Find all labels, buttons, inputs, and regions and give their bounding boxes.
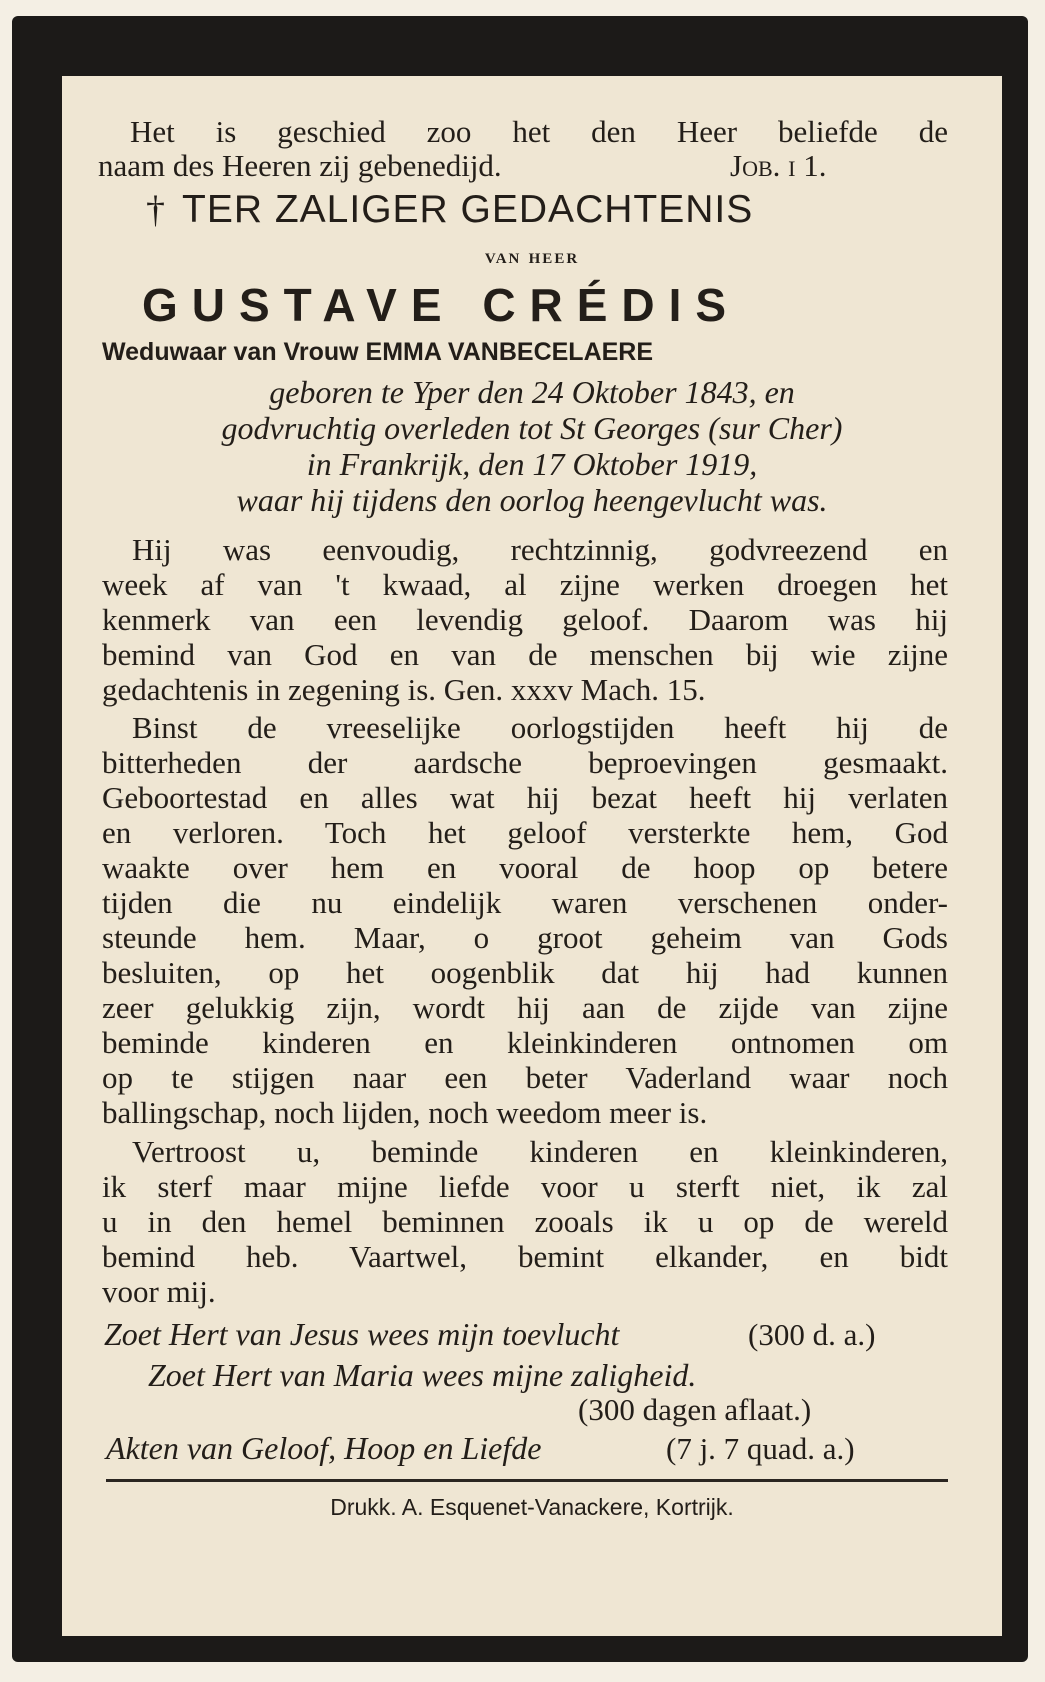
- prayer-1: Zoet Hert van Jesus wees mijn toevlucht: [104, 1316, 620, 1352]
- epigraph-line-1: Het is geschied zoo het den Heer beliefde de: [130, 114, 948, 149]
- paragraph-line: u in den hemel beminnen zooals ik u op de wereld: [102, 1204, 948, 1239]
- paragraph-line: Geboortestad en alles wat hij bezat heeft hij verlaten: [102, 780, 948, 815]
- paragraph-line: besluiten, op het oogenblik dat hij had kunnen: [102, 955, 948, 990]
- life-line-1: geboren te Yper den 24 Oktober 1843, en: [269, 374, 795, 410]
- card-paper: [62, 76, 1002, 1636]
- paragraph-line: week af van 't kwaad, al zijne werken droegen het: [102, 567, 948, 602]
- paragraph-line: zeer gelukkig zijn, wordt hij aan de zijde van zijne: [102, 990, 948, 1025]
- paragraph-line: steunde hem. Maar, o groot geheim van Gods: [102, 920, 948, 955]
- paragraph-line: Hij was eenvoudig, rechtzinnig, godvreezend en: [132, 532, 948, 567]
- paragraph-line: gedachtenis in zegening is. Gen. xxxv Mach. 15.: [102, 672, 706, 707]
- deceased-name: GUSTAVE CRÉDIS: [142, 279, 741, 331]
- prayer-1-indulgence: (300 d. a.): [748, 1317, 876, 1352]
- paragraph-line: bitterheden der aardsche beproevingen gesmaakt.: [102, 745, 948, 780]
- prayer-3: Akten van Geloof, Hoop en Liefde: [106, 1430, 542, 1466]
- paragraph-line: en verloren. Toch het geloof versterkte hem, God: [102, 815, 948, 850]
- paragraph-line: kenmerk van een levendig geloof. Daarom was hij: [102, 602, 948, 637]
- paragraph-line: bemind van God en van de menschen bij wie zijne: [102, 637, 948, 672]
- paragraph-line: Binst de vreeselijke oorlogstijden heeft hij de: [132, 710, 948, 745]
- prayer-3-indulgence: (7 j. 7 quad. a.): [666, 1431, 855, 1466]
- paragraph-line: ik sterf maar mijne liefde voor u sterft niet, ik zal: [102, 1169, 948, 1204]
- paragraph-line: voor mij.: [102, 1274, 216, 1309]
- heading-title: TER ZALIGER GEDACHTENIS: [182, 188, 754, 231]
- heading-van-heer: van heer: [484, 244, 580, 268]
- life-line-3: in Frankrijk, den 17 Oktober 1919,: [306, 446, 758, 482]
- paragraph-line: Vertroost u, beminde kinderen en kleinkinderen,: [132, 1134, 948, 1169]
- life-line-2: godvruchtig overleden tot St Georges (sur Cher): [221, 410, 843, 446]
- memorial-card: [12, 16, 1028, 1662]
- prayer-2-indulgence: (300 dagen aflaat.): [578, 1392, 812, 1427]
- divider-rule: [106, 1479, 948, 1482]
- paragraph-line: op te stijgen naar een beter Vaderland waar noch: [102, 1060, 948, 1095]
- cross-icon: †: [146, 189, 165, 231]
- widower-prefix: Weduwaar van Vrouw: [102, 338, 359, 366]
- epigraph-line-2: naam des Heeren zij gebenedijd.: [98, 148, 502, 183]
- paragraph-line: bemind heb. Vaartwel, bemint elkander, en bidt: [102, 1239, 948, 1274]
- paragraph-line: waakte over hem en vooral de hoop op betere: [102, 850, 948, 885]
- epigraph-reference: Job. i 1.: [730, 148, 827, 183]
- printer-credit: Drukk. A. Esquenet-Vanackere, Kortrijk.: [330, 1494, 734, 1520]
- paragraph-line: ballingschap, noch lijden, noch weedom meer is.: [102, 1095, 708, 1130]
- life-line-4: waar hij tijdens den oorlog heengevlucht was.: [236, 482, 828, 518]
- spouse-name: EMMA VANBECELAERE: [365, 338, 654, 366]
- paragraph-line: beminde kinderen en kleinkinderen ontnomen om: [102, 1025, 948, 1060]
- prayer-2: Zoet Hert van Maria wees mijne zaligheid.: [148, 1357, 697, 1393]
- paragraph-line: tijden die nu eindelijk waren verschenen onder-: [102, 885, 948, 920]
